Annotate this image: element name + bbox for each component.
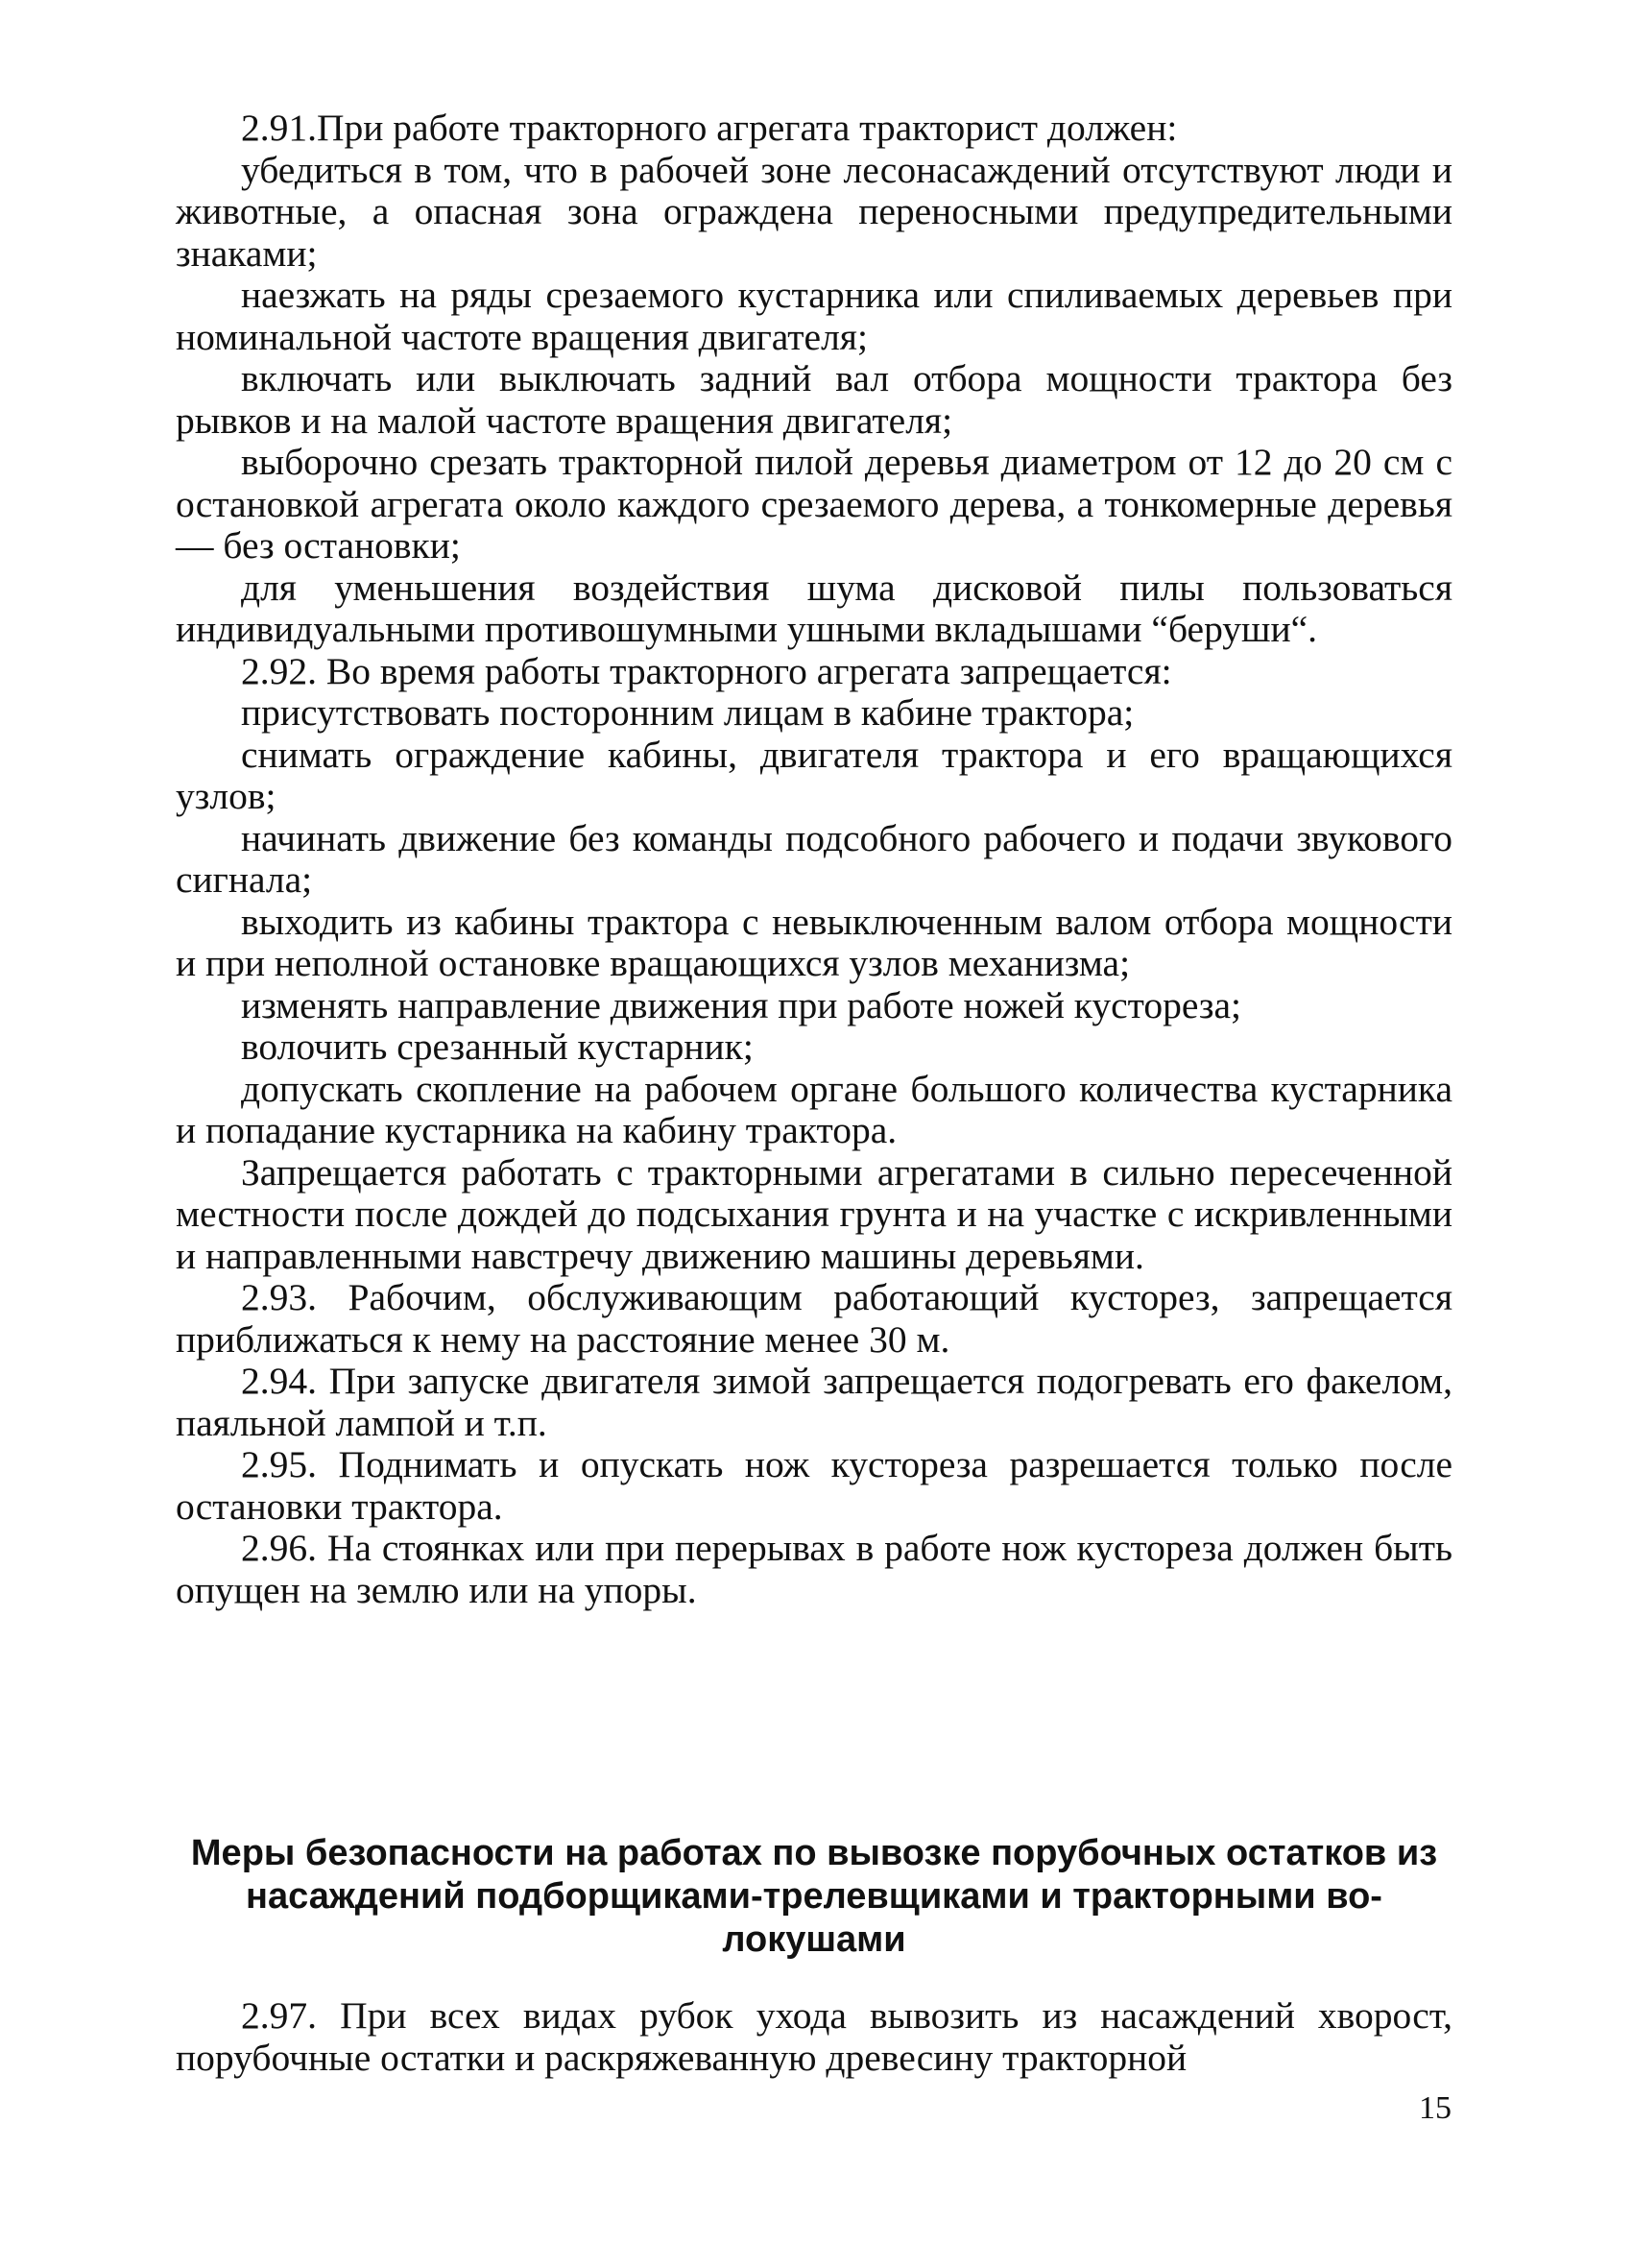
paragraph-2-96: 2.96. На стоянках или при перерывах в работе нож кустореза должен быть опущен на землю или на упоры. xyxy=(176,1527,1452,1611)
paragraph: Запрещается работать с тракторными агрегатами в сильно пересеченной местности после дождей до подсыхания грунта и на участке с искривленными и направленными навстречу движению машины деревьями. xyxy=(176,1150,1452,1277)
paragraph-2-97: 2.97. При всех видах рубок ухода вывозить из насаждений хворост, порубочные остатки и раскряжеванную древесину тракторной xyxy=(176,1994,1452,2079)
paragraph-2-91: 2.91.При работе тракторного агрегата тракторист должен: xyxy=(241,107,1178,149)
paragraph: убедиться в том, что в рабочей зоне лесонасаждений отсутствуют люди и животные, а опасная зона ограждена переносными предупредительными знаками; xyxy=(176,148,1452,275)
paragraph-2-95: 2.95. Поднимать и опускать нож кустореза разрешается только после остановки трактора. xyxy=(176,1443,1452,1528)
paragraph-2-93: 2.93. Рабочим, обслуживающим работающий кусторез, запрещается приближаться к нему на расстояние менее 30 м. xyxy=(176,1276,1452,1361)
paragraph: волочить срезанный кустарник; xyxy=(241,1025,754,1068)
paragraph-2-94: 2.94. При запуске двигателя зимой запрещается подогревать его факелом, паяльной лампой и т.п. xyxy=(176,1360,1452,1444)
paragraph: допускать скопление на рабочем органе большого количества кустарника и попадание кустарника на кабину трактора. xyxy=(176,1067,1452,1151)
paragraph: присутствовать посторонним лицам в кабине трактора; xyxy=(241,691,1135,734)
page-number: 15 xyxy=(1419,2090,1452,2126)
paragraph: выборочно срезать тракторной пилой деревья диаметром от 12 до 20 см с остановкой агрегата около каждого срезаемого дерева, а тонкомерные деревья — без остановки; xyxy=(176,441,1452,567)
section-heading: Меры безопасности на работах по вывозке порубочных остатков из насаждений подборщиками-трелевщиками и тракторными волокушами xyxy=(190,1833,1438,1960)
paragraph: выходить из кабины трактора с невыключенным валом отбора мощности и при неполной остановке вращающихся узлов механизма; xyxy=(176,900,1452,984)
paragraph: изменять направление движения при работе ножей кустореза; xyxy=(241,983,1241,1026)
paragraph: наезжать на ряды срезаемого кустарника или спиливаемых деревьев при номинальной частоте вращения двигателя; xyxy=(176,274,1452,358)
paragraph: для уменьшения воздействия шума дисковой пилы пользоваться индивидуальными противошумными ушными вкладышами “беруши“. xyxy=(176,566,1452,650)
tail-text xyxy=(176,1994,1452,2079)
body-text xyxy=(176,108,1452,1611)
paragraph: включать или выключать задний вал отбора мощности трактора без рывков и на малой частоте вращения двигателя; xyxy=(176,357,1452,442)
paragraph-2-92: 2.92. Во время работы тракторного агрегата запрещается: xyxy=(241,649,1172,692)
paragraph: начинать движение без команды подсобного рабочего и подачи звукового сигнала; xyxy=(176,816,1452,901)
paragraph: снимать ограждение кабины, двигателя трактора и его вращающихся узлов; xyxy=(176,733,1452,817)
